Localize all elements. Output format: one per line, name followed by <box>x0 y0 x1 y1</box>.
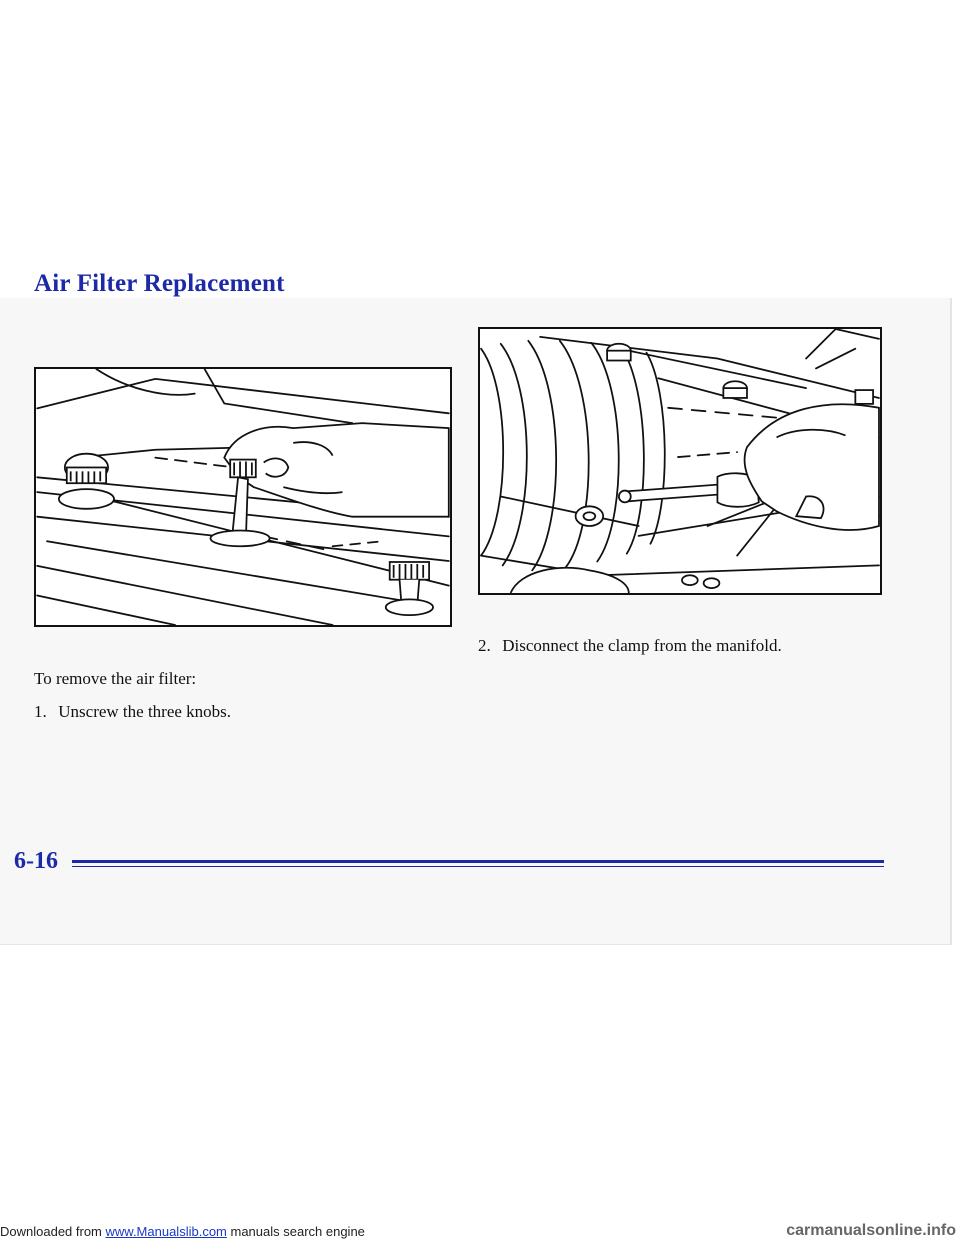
step-2-number: 2. <box>478 636 491 655</box>
page-rule-thin <box>72 866 884 867</box>
manualslib-link[interactable]: www.Manualslib.com <box>105 1224 227 1239</box>
page-rule-thick <box>72 860 884 863</box>
footer-suffix: manuals search engine <box>226 1224 365 1239</box>
step-2-text: Disconnect the clamp from the manifold. <box>502 636 782 655</box>
intro-text: To remove the air filter: <box>34 669 197 688</box>
step-1-text: Unscrew the three knobs. <box>58 702 232 721</box>
illustration-unscrew-knobs <box>34 367 452 627</box>
knob-illustration-svg <box>36 369 450 625</box>
clamp-illustration-svg <box>480 329 880 593</box>
page-number: 6-16 <box>14 848 58 874</box>
illustration-disconnect-clamp <box>478 327 882 595</box>
watermark: carmanualsonline.info <box>786 1222 956 1239</box>
footer-prefix: Downloaded from <box>0 1224 106 1239</box>
step-1-number: 1. <box>34 702 47 721</box>
download-footer <box>0 1224 365 1239</box>
section-title: Air Filter Replacement <box>34 270 285 297</box>
step-2 <box>478 636 782 656</box>
step-1 <box>34 702 231 722</box>
